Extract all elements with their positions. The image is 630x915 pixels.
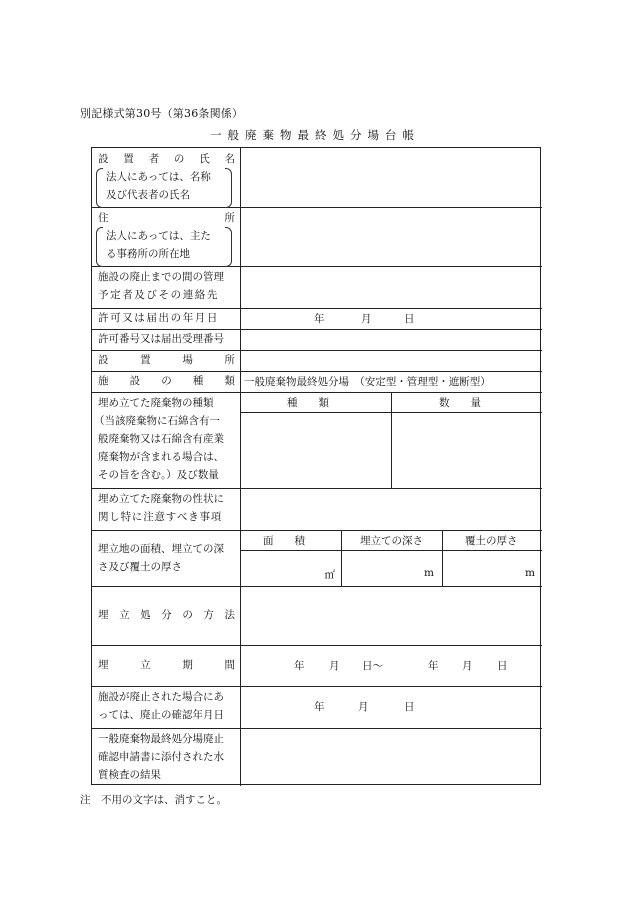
depth-field[interactable] bbox=[342, 551, 442, 586]
row-facility-type bbox=[92, 371, 240, 392]
row-permit-number bbox=[92, 329, 240, 350]
day-label: 日 bbox=[404, 313, 415, 325]
waste-quantity-field[interactable] bbox=[392, 413, 542, 488]
right-bracket bbox=[225, 227, 232, 267]
footer-note: 注 不用の文字は、消すこと。 bbox=[80, 794, 227, 806]
row-abolition: 施設が廃止された場合にあ っては、廃止の確認年月日 bbox=[98, 691, 224, 721]
row-area-depth: 埋立地の面積、埋立ての深 さ及び覆土の厚さ bbox=[98, 543, 224, 573]
waste-type-header: 種 類 bbox=[287, 397, 329, 409]
row-manager bbox=[92, 266, 240, 308]
row-permit-date bbox=[92, 308, 240, 329]
row-address bbox=[92, 207, 240, 266]
year-label: 年 bbox=[314, 313, 325, 325]
address-note: 法人にあっては、主た る事務所の所在地 bbox=[96, 227, 232, 267]
row-method bbox=[92, 586, 240, 645]
month-label: 月 bbox=[361, 313, 372, 325]
left-bracket bbox=[96, 168, 103, 208]
installer-note: 法人にあっては、名称 及び代表者の氏名 bbox=[96, 168, 232, 208]
cover-field[interactable] bbox=[443, 551, 542, 586]
area-header: 面 積 bbox=[263, 535, 305, 547]
facility-type-field[interactable] bbox=[241, 371, 541, 392]
location-field[interactable] bbox=[241, 350, 541, 371]
facility-type-value: 一般廃棄物最終処分場 （安定型・管理型・遮断型） bbox=[244, 376, 491, 388]
installer-value-field[interactable] bbox=[241, 148, 541, 207]
waste-properties-field[interactable] bbox=[241, 488, 541, 530]
row-waste-properties: 埋め立てた廃棄物の性状に 関し特に注意すべき事項 bbox=[98, 493, 224, 523]
manager-value-field[interactable] bbox=[241, 266, 541, 308]
right-bracket bbox=[225, 168, 232, 208]
document-title: 一般廃棄物最終処分場台帳 bbox=[210, 128, 420, 142]
row-waste-type: 埋め立てた廃棄物の種類 （当該廃棄物に石綿含有一 般廃棄物又は石綿含有産業 廃棄物が含まれる場合は、 その旨を含む。）及び数量 bbox=[94, 397, 224, 481]
permit-date-label: 許可又は届出の年月日 bbox=[98, 312, 219, 324]
installer-label: 設 置 者 の 氏 名 bbox=[98, 153, 235, 165]
address-value-field[interactable] bbox=[241, 207, 541, 266]
period-field[interactable]: 年 月 日～ 年 月 日 bbox=[294, 660, 508, 672]
permit-date-field[interactable] bbox=[241, 308, 541, 329]
waste-quantity-header: 数 量 bbox=[439, 397, 481, 409]
area-unit: ㎡ bbox=[324, 569, 335, 581]
area-field[interactable] bbox=[241, 551, 341, 586]
method-field[interactable] bbox=[241, 586, 541, 645]
manager-label-line2: 予定者及びその連絡先 bbox=[98, 289, 219, 301]
left-bracket bbox=[96, 227, 103, 267]
permit-number-field[interactable] bbox=[241, 329, 541, 350]
method-label: 埋 立 処 分 の 方 法 bbox=[98, 609, 235, 621]
waste-type-field[interactable] bbox=[241, 413, 391, 488]
period-label: 埋 立 期 間 bbox=[98, 659, 235, 671]
abolition-date-field[interactable]: 年 月 日 bbox=[314, 701, 415, 713]
row-water-test: 一般廃棄物最終処分場廃止 確認申請書に添付された水 質検査の結果 bbox=[98, 733, 224, 781]
row-location bbox=[92, 350, 240, 371]
ledger-table bbox=[91, 147, 541, 785]
address-label: 住 所 bbox=[98, 212, 235, 224]
location-label: 設 置 場 所 bbox=[98, 354, 235, 366]
depth-unit: m bbox=[424, 567, 434, 579]
facility-type-label: 施 設 の 種 類 bbox=[98, 375, 235, 387]
cover-unit: m bbox=[525, 567, 535, 579]
form-reference: 別記様式第30号（第36条関係） bbox=[80, 107, 244, 120]
permit-number-label: 許可番号又は届出受理番号 bbox=[98, 333, 224, 345]
row-period bbox=[92, 645, 240, 686]
water-test-field[interactable] bbox=[241, 728, 541, 785]
depth-header: 埋立ての深さ bbox=[360, 535, 423, 547]
row-installer bbox=[92, 148, 240, 207]
manager-label-line1: 施設の廃止までの間の管理 bbox=[98, 271, 224, 283]
cover-header: 覆土の厚さ bbox=[465, 535, 518, 547]
